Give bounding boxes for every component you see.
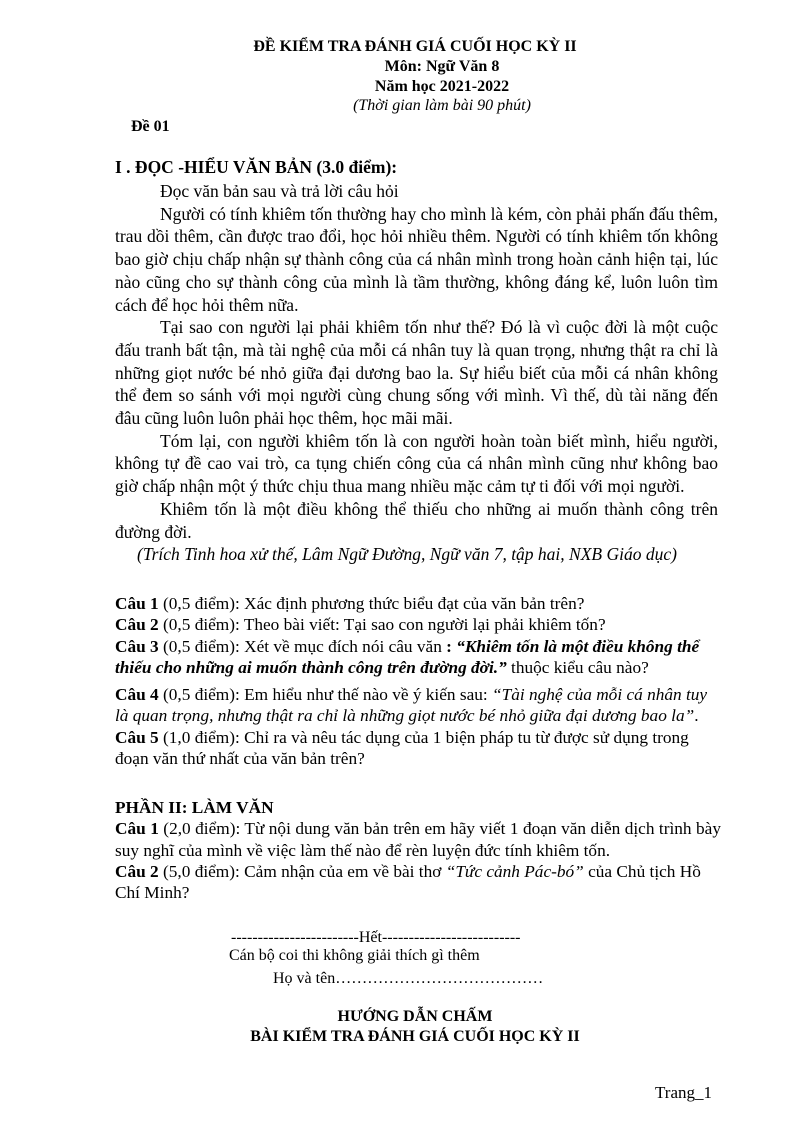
proctor-note: Cán bộ coi thi không giải thích gì thêm [229, 947, 480, 964]
subject: Môn: Ngữ Văn 8 [384, 58, 500, 75]
question-5: Câu 5 (1,0 điểm): Chỉ ra và nêu tác dụng của 1 biện pháp tu từ được sử dụng trong đoạn văn thứ nhất của văn bản trên? [115, 727, 689, 769]
passage-paragraph: Khiêm tốn là một điều không thể thiếu cho những ai muốn thành công trên đường đời. [115, 498, 718, 542]
page-number: Trang_1 [655, 1083, 712, 1102]
passage-paragraph: Người có tính khiêm tốn thường hay cho mình là kém, còn phải phấn đấu thêm, trau dồi thêm, cần được trao đổi, học hỏi nhiều thêm. Người có tính khiêm tốn không bao giờ chịu chấp nhận sự thành công của cá nhân mình trong hoàn cảnh hiện tại, lúc nào cũng cho sự thành công của mình là tầm thường, không đáng kể, luôn luôn tìm cách để học hỏi thêm nữa. [115, 203, 719, 315]
instruction: Đọc văn bản sau và trả lời câu hỏi [160, 181, 399, 201]
answer-key-subtitle: BÀI KIỂM TRA ĐÁNH GIÁ CUỐI HỌC KỲ II [250, 1028, 580, 1045]
reading-passage [115, 180, 718, 566]
name-line: Họ và tên………………………………… [273, 970, 544, 987]
time-limit: (Thời gian làm bài 90 phút) [353, 97, 531, 114]
passage-paragraph: Tóm lại, con người khiêm tốn là con người hoàn toàn biết mình, hiểu người, không tự đề cao vai trò, ca tụng chiến công của cá nhân mình cũng như không bao giờ chấp nhận một ý thức chịu thua mang nhiều mặc cảm tự ti đối với mọi người. [115, 430, 718, 497]
exam-title: ĐỀ KIỂM TRA ĐÁNH GIÁ CUỐI HỌC KỲ II [253, 38, 577, 55]
section-1-title: I . ĐỌC -HIỂU VĂN BẢN (3.0 điểm): [115, 157, 398, 177]
exam-code: Đề 01 [131, 118, 170, 135]
answer-key-title: HƯỚNG DẪN CHẤM [337, 1008, 493, 1025]
end-marker: ------------------------Hết-------------------------- [231, 929, 521, 946]
passage-paragraph: Tại sao con người lại phải khiêm tốn như thế? Đó là vì cuộc đời là một cuộc đấu tranh bất tận, mà tài nghệ của mỗi cá nhân tuy là quan trọng, nhưng thật ra chỉ là những giọt nước bé nhỏ giữa đại dương bao la. Sự hiểu biết của mỗi cá nhân không thể đem so sánh với mọi người cùng chung sống với mình. Vì thế, dù tài năng đến đâu cũng luôn luôn phải học thêm, học mãi mãi. [115, 317, 718, 429]
question-list [115, 593, 721, 769]
question-2: Câu 2 (0,5 điểm): Theo bài viết: Tại sao con người lại phải khiêm tốn? [115, 615, 606, 635]
question-1: Câu 1 (0,5 điểm): Xác định phương thức biểu đạt của văn bản trên? [115, 594, 585, 613]
section-2-title: PHẦN II: LÀM VĂN [115, 798, 274, 817]
section-2 [115, 797, 721, 903]
question-4: Câu 4 (0,5 điểm): Em hiểu như thế nào về ý kiến sau: “Tài nghệ của mỗi cá nhân tuy là quan trọng, nhưng thật ra chỉ là những giọt nước bé nhỏ giữa đại dương bao la”. [115, 685, 708, 726]
school-year: Năm học 2021-2022 [374, 78, 510, 95]
writing-question-1: Câu 1 (2,0 điểm): Từ nội dung văn bản trên em hãy viết 1 đoạn văn diễn dịch trình bày suy nghĩ của mình về việc làm thế nào để rèn luyện đức tính khiêm tốn. [115, 819, 721, 860]
question-3: Câu 3 (0,5 điểm): Xét về mục đích nói câu văn : “Khiêm tốn là một điều không thể thiếu cho những ai muốn thành công trên đường đời.” thuộc kiểu câu nào? [115, 636, 700, 677]
passage-source: (Trích Tinh hoa xử thế, Lâm Ngữ Đường, Ngữ văn 7, tập hai, NXB Giáo dục) [137, 544, 677, 565]
writing-question-2: Câu 2 (5,0 điểm): Cảm nhận của em về bài thơ “Tức cảnh Pác-bó” của Chủ tịch Hồ Chí Minh? [115, 861, 701, 903]
